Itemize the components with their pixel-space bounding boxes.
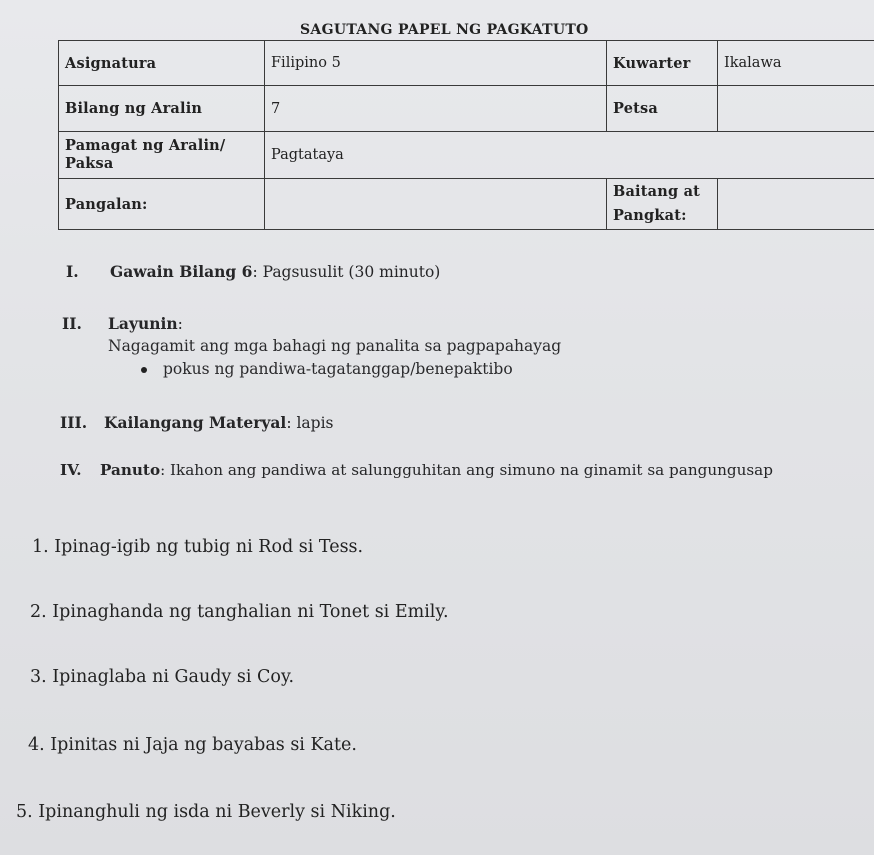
bilang-label: Bilang ng Aralin bbox=[59, 86, 265, 132]
pamagat-label-line1: Pamagat ng Aralin/ bbox=[65, 137, 226, 154]
section-number: I. bbox=[66, 262, 79, 281]
pamagat-value: Pagtataya bbox=[265, 132, 874, 179]
section-text: : Pagsusulit (30 minuto) bbox=[252, 263, 441, 281]
layunin-line: Nagagamit ang mga bahagi ng panalita sa pagpapahayag bbox=[108, 337, 562, 355]
petsa-field[interactable] bbox=[718, 86, 874, 132]
section-number: IV. bbox=[60, 461, 82, 479]
section-heading: Gawain Bilang 6 bbox=[110, 262, 253, 281]
section-text: : bbox=[177, 315, 183, 333]
section-layunin bbox=[62, 314, 183, 333]
pangalan-field[interactable] bbox=[265, 179, 607, 230]
pamagat-label-line2: Paksa bbox=[65, 155, 114, 172]
section-text: : lapis bbox=[286, 414, 334, 432]
section-heading: Panuto bbox=[100, 461, 161, 479]
baitang-field[interactable] bbox=[718, 179, 874, 230]
list-item: 3. Ipinaglaba ni Gaudy si Coy. bbox=[30, 667, 295, 687]
document-title: SAGUTANG PAPEL NG PAGKATUTO bbox=[300, 22, 589, 38]
table-row-pamagat bbox=[59, 132, 874, 179]
section-number: II. bbox=[62, 314, 82, 333]
section-number: III. bbox=[60, 413, 88, 432]
list-item: 2. Ipinaghanda ng tanghalian ni Tonet si Emily. bbox=[30, 602, 449, 622]
section-heading: Layunin bbox=[108, 314, 178, 333]
table-row-pangalan bbox=[59, 179, 874, 230]
asignatura-value: Filipino 5 bbox=[265, 41, 607, 86]
table-row-asignatura bbox=[59, 41, 874, 86]
list-item: 5. Ipinanghuli ng isda ni Beverly si Niking. bbox=[16, 802, 396, 822]
pangalan-label: Pangalan: bbox=[59, 179, 265, 230]
pamagat-label bbox=[59, 132, 265, 179]
baitang-label-line2: Pangkat: bbox=[613, 207, 687, 224]
list-item: 4. Ipinitas ni Jaja ng bayabas si Kate. bbox=[28, 735, 357, 755]
list-item: 1. Ipinag-igib ng tubig ni Rod si Tess. bbox=[32, 537, 364, 557]
section-text: : Ikahon ang pandiwa at salungguhitan ang simuno na ginamit sa pangungusap bbox=[160, 461, 773, 479]
layunin-bullet: pokus ng pandiwa-tagatanggap/benepaktibo bbox=[163, 360, 513, 378]
info-table bbox=[58, 40, 874, 230]
section-heading: Kailangang Materyal bbox=[104, 413, 287, 432]
section-panuto bbox=[60, 461, 773, 479]
table-row-bilang bbox=[59, 86, 874, 132]
petsa-label: Petsa bbox=[607, 86, 718, 132]
bilang-value: 7 bbox=[265, 86, 607, 132]
section-materyal bbox=[60, 413, 334, 432]
baitang-label-line1: Baitang at bbox=[613, 183, 701, 200]
bullet-icon bbox=[141, 367, 147, 373]
asignatura-label: Asignatura bbox=[59, 41, 265, 86]
kuwarter-value: Ikalawa bbox=[718, 41, 874, 86]
kuwarter-label: Kuwarter bbox=[607, 41, 718, 86]
baitang-label bbox=[607, 179, 718, 230]
section-gawain bbox=[66, 262, 440, 281]
